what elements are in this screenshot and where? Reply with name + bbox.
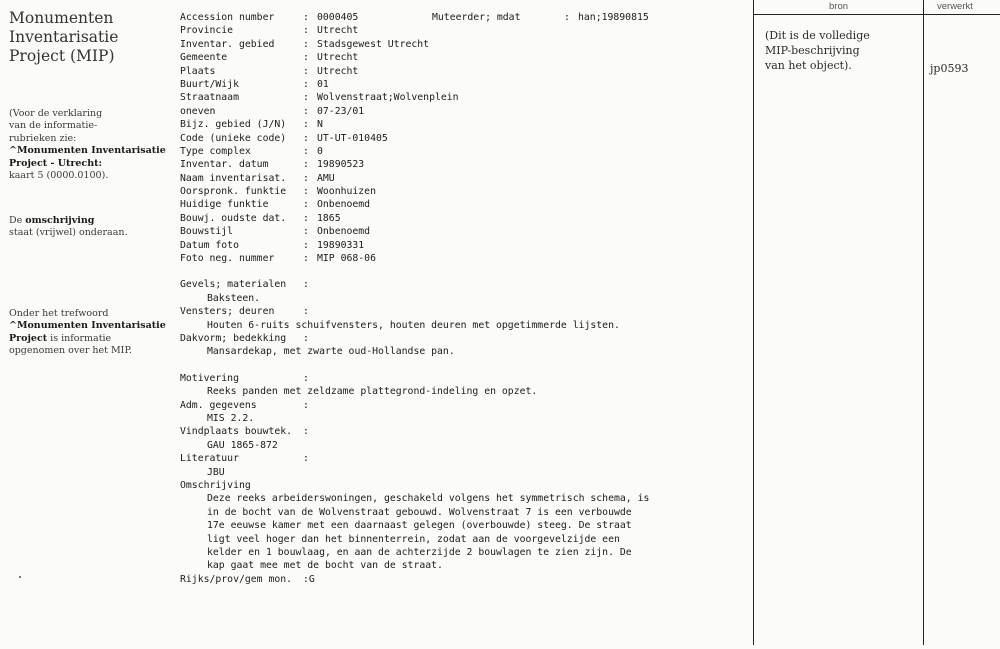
- header-rule: [753, 14, 1000, 15]
- section-colon: :: [303, 426, 309, 438]
- title-line: Inventarisatie: [9, 28, 119, 46]
- bron-line: MIP-beschrijving: [765, 44, 860, 57]
- field-label: Accession number: [180, 12, 275, 23]
- note-bold: Project: [9, 332, 48, 344]
- field-row: [180, 185, 750, 198]
- field-label: oneven: [180, 105, 216, 117]
- field-value: 19890523: [317, 159, 365, 171]
- note-line: [9, 345, 166, 357]
- field-label: Code (unieke code): [180, 132, 287, 144]
- field-colon: :: [303, 145, 309, 157]
- note-line: [9, 215, 128, 227]
- section-label: [180, 479, 750, 492]
- field-colon: :: [303, 25, 309, 37]
- omschrijving-line: ligt veel hoger dan het binnenterrein, zodat aan de voorgevelzijde een: [207, 533, 620, 545]
- omschrijving-line: 17e eeuwse kamer met een daarnaast gelegen (overbouwde) steeg. De straat: [207, 520, 632, 532]
- note-text: Project - Utrecht:: [9, 157, 103, 169]
- field-label: Type complex: [180, 145, 251, 157]
- note-omschrijving: [9, 215, 128, 240]
- omschrijving-line: in de bocht van de Wolvenstraat gebouwd. Wolvenstraat 7 is een verbouwde: [207, 506, 632, 518]
- field-row: [180, 24, 750, 37]
- field-value: 1865: [317, 212, 341, 224]
- title-line: Monumenten: [9, 9, 114, 27]
- field-label: Gemeente: [180, 52, 228, 64]
- omschrijving-line: kap gaat mee met de bocht van de straat.: [207, 560, 443, 572]
- field-colon: :: [303, 253, 309, 265]
- section-colon: :: [303, 332, 309, 344]
- header-verwerkt: verwerkt: [937, 1, 973, 12]
- section-label: [180, 278, 750, 291]
- field-colon: :: [303, 52, 309, 64]
- field-row: [180, 78, 750, 91]
- verwerkt-code: jp0593: [930, 62, 969, 75]
- bron-note: [765, 28, 870, 73]
- column-divider-verwerkt: [923, 0, 924, 645]
- note-text: ^Monumenten Inventarisatie: [9, 145, 166, 157]
- field-row: [180, 38, 750, 51]
- field-row: [180, 65, 750, 78]
- section-colon: :: [303, 279, 309, 291]
- note-line: [9, 158, 166, 170]
- section-colon: :: [303, 399, 309, 411]
- field-value: Utrecht: [317, 52, 359, 64]
- field-label: Provincie: [180, 25, 234, 37]
- field-value: Onbenoemd: [317, 199, 371, 211]
- section-label-text: Motivering: [180, 372, 239, 384]
- note-text: opgenomen over het MIP.: [9, 345, 132, 357]
- field-label: Buurt/Wijk: [180, 78, 239, 90]
- field-row: [180, 51, 750, 64]
- note-line: [9, 308, 166, 320]
- note-trefwoord: [9, 308, 166, 358]
- note-line: [9, 120, 166, 132]
- field-label: Bouwstijl: [180, 226, 234, 238]
- field-colon: :: [303, 92, 309, 104]
- section-value: MIS 2.2.: [207, 412, 255, 424]
- field-label-muteerder: Muteerder; mdat: [432, 12, 521, 23]
- note-line: [9, 170, 166, 182]
- field-label: Plaats: [180, 65, 216, 77]
- section-label-text: Vensters; deuren: [180, 306, 275, 318]
- field-label: Bouwj. oudste dat.: [180, 212, 287, 224]
- field-label: Inventar. datum: [180, 159, 269, 171]
- field-colon: :: [303, 159, 309, 171]
- note-line: [9, 133, 166, 145]
- field-list: [180, 11, 750, 265]
- section-colon: :: [303, 453, 309, 465]
- field-row: [180, 145, 750, 158]
- section-label-text: Dakvorm; bedekking: [180, 332, 287, 344]
- field-row: [180, 91, 750, 104]
- field-label: Naam inventarisat.: [180, 172, 287, 184]
- field-value: UT-UT-010405: [317, 132, 388, 144]
- section-value: Reeks panden met zeldzame plattegrond-indeling en opzet.: [207, 386, 538, 398]
- field-value: 19890331: [317, 239, 365, 251]
- field-row: [180, 105, 750, 118]
- field-colon: :: [303, 132, 309, 144]
- note-line: [9, 333, 166, 345]
- section-label-text: Gevels; materialen: [180, 279, 287, 291]
- field-colon: :: [303, 119, 309, 131]
- field-row: [180, 172, 750, 185]
- section-label: [180, 372, 750, 385]
- field-value: 07-23/01: [317, 105, 365, 117]
- note-text: De: [9, 215, 26, 226]
- section-colon: :: [303, 372, 309, 384]
- field-colon: :: [303, 186, 309, 198]
- rijks-label: Rijks/prov/gem mon.: [180, 573, 293, 585]
- field-colon: :: [303, 12, 309, 23]
- description-sections-1: [180, 278, 750, 358]
- field-value: Onbenoemd: [317, 226, 371, 238]
- note-line: [9, 108, 166, 120]
- section-label: [180, 452, 750, 465]
- field-row: [180, 132, 750, 145]
- field-row: [180, 212, 750, 225]
- section-label-text: Literatuur: [180, 453, 239, 465]
- omschrijving-line: Deze reeks arbeiderswoningen, geschakeld volgens het symmetrisch schema, is: [207, 493, 650, 505]
- field-colon: :: [303, 239, 309, 251]
- field-label: Straatnaam: [180, 92, 239, 104]
- note-text: kaart 5 (0000.0100).: [9, 170, 109, 182]
- field-value: 0: [317, 145, 323, 157]
- field-value: 0000405: [317, 12, 359, 23]
- field-colon: :: [303, 65, 309, 77]
- note-line: [9, 227, 128, 239]
- field-colon: :: [303, 172, 309, 184]
- section-value: JBU: [207, 466, 225, 478]
- rijks-row: [180, 573, 750, 586]
- section-label: [180, 399, 750, 412]
- section-value: GAU 1865-872: [207, 439, 278, 451]
- field-label: Huidige funktie: [180, 199, 269, 211]
- bron-line: van het object).: [765, 59, 852, 72]
- field-row: [180, 252, 750, 265]
- field-row: [180, 198, 750, 211]
- note-line: [9, 320, 166, 332]
- column-divider-bron: [753, 0, 754, 645]
- note-text: rubrieken zie:: [9, 132, 77, 144]
- field-value-muteerder: han;19890815: [578, 12, 649, 23]
- field-row: [180, 239, 750, 252]
- field-colon: :: [303, 212, 309, 224]
- field-label: Bijz. gebied (J/N): [180, 119, 287, 131]
- rijks-value: G: [308, 573, 315, 585]
- field-colon: :: [303, 226, 309, 238]
- description-sections-2: [180, 372, 750, 586]
- field-value: Wolvenstraat;Wolvenplein: [317, 92, 459, 104]
- bron-line: (Dit is de volledige: [765, 29, 870, 42]
- section-label-text: Vindplaats bouwtek.: [180, 426, 293, 438]
- field-value: AMU: [317, 172, 335, 184]
- section-label-text: Adm. gegevens: [180, 399, 257, 411]
- field-label: Datum foto: [180, 239, 239, 251]
- field-label: Inventar. gebied: [180, 38, 275, 50]
- field-row: [180, 225, 750, 238]
- note-text: is informatie: [47, 332, 112, 344]
- field-label: Oorspronk. funktie: [180, 186, 287, 198]
- note-bold: omschrijving: [25, 215, 95, 226]
- omschrijving-section: [180, 479, 750, 573]
- field-label: Foto neg. nummer: [180, 253, 275, 265]
- field-colon: :: [303, 78, 309, 90]
- section-label-text: Omschrijving: [180, 479, 251, 491]
- field-colon: :: [303, 105, 309, 117]
- field-value: Utrecht: [317, 65, 359, 77]
- note-text: (Voor de verklaring: [9, 108, 103, 119]
- note-line: [9, 145, 166, 157]
- section-value: Mansardekap, met zwarte oud-Hollandse pan.: [207, 346, 455, 358]
- field-row: [180, 11, 750, 24]
- field-value: 01: [317, 78, 329, 90]
- field-colon: :: [303, 199, 309, 211]
- field-value: N: [317, 119, 323, 131]
- rijks-colon: :: [303, 573, 309, 585]
- field-value: Stadsgewest Utrecht: [317, 38, 430, 50]
- note-text: staat (vrijwel) onderaan.: [9, 227, 128, 239]
- section-value: Baksteen.: [207, 292, 261, 304]
- omschrijving-line: kelder en 1 bouwlaag, en aan de achterzijde 2 bouwlagen te zien zijn. De: [207, 546, 632, 558]
- section-label: [180, 305, 750, 318]
- note-bold: ^Monumenten Inventarisatie: [9, 320, 166, 332]
- section-colon: :: [303, 306, 309, 318]
- mip-title: [9, 9, 118, 66]
- field-value: MIP 068-06: [317, 253, 376, 265]
- note-text: van de informatie-: [9, 120, 98, 132]
- omschrijving-text: [180, 492, 710, 572]
- title-line: Project (MIP): [9, 47, 115, 65]
- stray-mark: [19, 576, 21, 578]
- header-bron: bron: [829, 1, 849, 12]
- section-value: Houten 6-ruits schuifvensters, houten deuren met opgetimmerde lijsten.: [207, 319, 620, 331]
- note-text: Onder het trefwoord: [9, 308, 109, 319]
- field-colon: :: [303, 38, 309, 50]
- section-label: [180, 425, 750, 438]
- field-value: Utrecht: [317, 25, 359, 37]
- field-colon: :: [564, 12, 570, 23]
- note-verklaring: [9, 108, 166, 182]
- record-body: [180, 11, 750, 586]
- section-label: [180, 332, 750, 345]
- field-row: [180, 158, 750, 171]
- field-row: [180, 118, 750, 131]
- field-value: Woonhuizen: [317, 186, 376, 198]
